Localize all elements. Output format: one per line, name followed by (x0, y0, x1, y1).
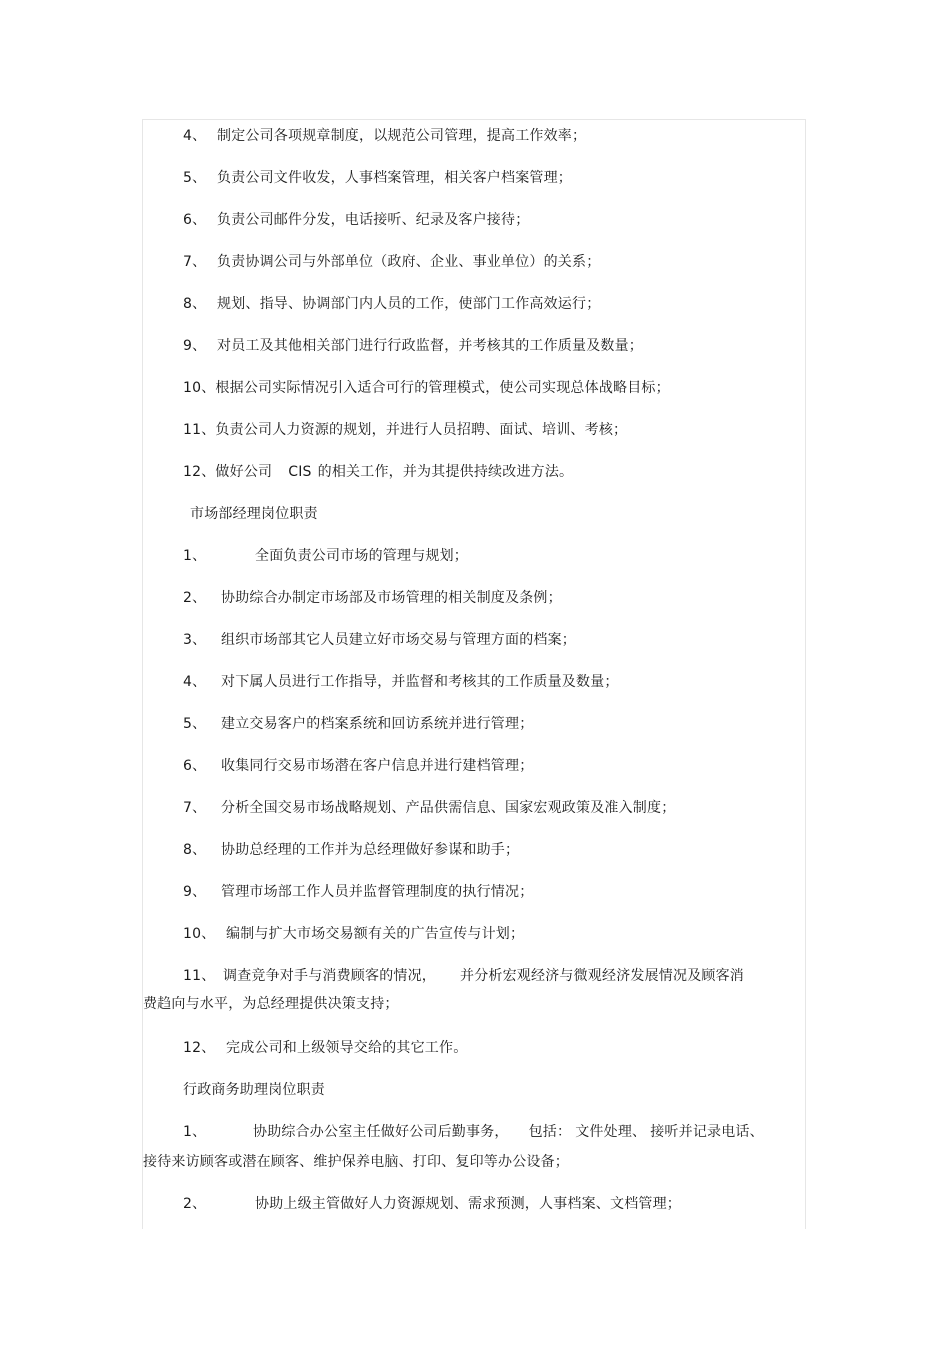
item-text: 负责协调公司与外部单位（政府、企业、事业单位）的关系； (217, 254, 601, 270)
item-number: 4、 (183, 128, 207, 144)
item-text: 包括： (528, 1124, 572, 1140)
item-text: 协助总经理的工作并为总经理做好参谋和助手； (221, 842, 520, 858)
item-text: 对下属人员进行工作指导，并监督和考核其的工作质量及数量； (221, 674, 619, 690)
item-text: 负责公司人力资源的规划，并进行人员招聘、面试、培训、考核； (215, 422, 628, 438)
item-text: 的相关工作，并为其提供持续改进方法。 (317, 464, 574, 480)
list-item (183, 295, 600, 313)
item-text: 组织市场部其它人员建立好市场交易与管理方面的档案； (221, 632, 576, 648)
item-text: 规划、指导、协调部门内人员的工作，使部门工作高效运行； (217, 296, 601, 312)
item-text: 收集同行交易市场潜在客户信息并进行建档管理； (221, 758, 534, 774)
item-number: 6、 (183, 212, 207, 228)
item-number: 9、 (183, 884, 207, 900)
list-item (183, 211, 529, 229)
list-item-continuation: 费趋向与水平，为总经理提供决策支持； (143, 996, 399, 1012)
item-number: 7、 (183, 254, 207, 270)
item-number: 1、 (183, 1124, 207, 1140)
item-number: 11、 (183, 968, 216, 984)
item-text: 文件处理、 (575, 1124, 647, 1140)
list-item (183, 127, 586, 145)
item-text: 协助上级主管做好人力资源规划、需求预测，人事档案、文档管理； (255, 1196, 681, 1212)
item-text: 对员工及其他相关部门进行行政监督，并考核其的工作质量及数量； (217, 338, 643, 354)
list-item (183, 1123, 764, 1141)
item-number: 5、 (183, 716, 207, 732)
list-item (183, 379, 670, 397)
item-text: 并分析宏观经济与微观经济发展情况及顾客消 (460, 968, 744, 984)
item-text: 编制与扩大市场交易额有关的广告宣传与计划； (226, 926, 525, 942)
item-number: 12、 (183, 464, 216, 480)
list-item (183, 715, 533, 733)
item-text: 调查竞争对手与消费顾客的情况， (223, 968, 436, 984)
item-text: 协助综合办制定市场部及市场管理的相关制度及条例； (221, 590, 562, 606)
item-number: 5、 (183, 170, 207, 186)
item-text: 分析全国交易市场战略规划、产品供需信息、国家宏观政策及准入制度； (221, 800, 676, 816)
item-number: 10、 (183, 926, 216, 942)
item-text-cis: CIS (288, 464, 312, 480)
list-item (183, 337, 643, 355)
list-item-continuation: 接待来访顾客或潜在顾客、维护保养电脑、打印、复印等办公设备； (143, 1154, 569, 1170)
section-heading: 市场部经理岗位职责 (190, 506, 318, 522)
item-number: 9、 (183, 338, 207, 354)
list-item (183, 253, 600, 271)
item-text: 协助综合办公室主任做好公司后勤事务， (253, 1124, 509, 1140)
list-item (183, 925, 524, 943)
list-item (183, 169, 572, 187)
list-item (183, 841, 519, 859)
list-item (183, 799, 675, 817)
item-number: 12、 (183, 1040, 216, 1056)
item-number: 7、 (183, 800, 207, 816)
item-text: 建立交易客户的档案系统和回访系统并进行管理； (221, 716, 534, 732)
item-text: 根据公司实际情况引入适合可行的管理模式，使公司实现总体战略目标； (215, 380, 670, 396)
list-item (183, 631, 576, 649)
list-item (183, 967, 744, 985)
item-number: 1、 (183, 548, 207, 564)
item-text: 全面负责公司市场的管理与规划； (255, 548, 468, 564)
list-item (183, 883, 533, 901)
list-item (183, 463, 573, 481)
list-item (183, 589, 562, 607)
item-number: 10、 (183, 380, 216, 396)
item-number: 11、 (183, 422, 216, 438)
list-item (183, 547, 468, 565)
item-number: 2、 (183, 590, 207, 606)
list-item (183, 1039, 467, 1057)
item-number: 8、 (183, 842, 207, 858)
item-number: 6、 (183, 758, 207, 774)
item-number: 4、 (183, 674, 207, 690)
list-item (183, 421, 627, 439)
item-text: 负责公司邮件分发，电话接听、纪录及客户接待； (217, 212, 530, 228)
item-text: 接听并记录电话、 (650, 1124, 764, 1140)
item-text: 负责公司文件收发，人事档案管理，相关客户档案管理； (217, 170, 572, 186)
item-text: 做好公司 (215, 464, 273, 480)
list-item (183, 757, 533, 775)
item-text: 管理市场部工作人员并监督管理制度的执行情况； (221, 884, 534, 900)
section-heading: 行政商务助理岗位职责 (183, 1082, 325, 1098)
list-item (183, 673, 619, 691)
item-number: 3、 (183, 632, 207, 648)
list-item (183, 1195, 681, 1213)
item-text: 完成公司和上级领导交给的其它工作。 (226, 1040, 468, 1056)
item-number: 8、 (183, 296, 207, 312)
item-text: 制定公司各项规章制度，以规范公司管理，提高工作效率； (217, 128, 587, 144)
item-number: 2、 (183, 1196, 207, 1212)
